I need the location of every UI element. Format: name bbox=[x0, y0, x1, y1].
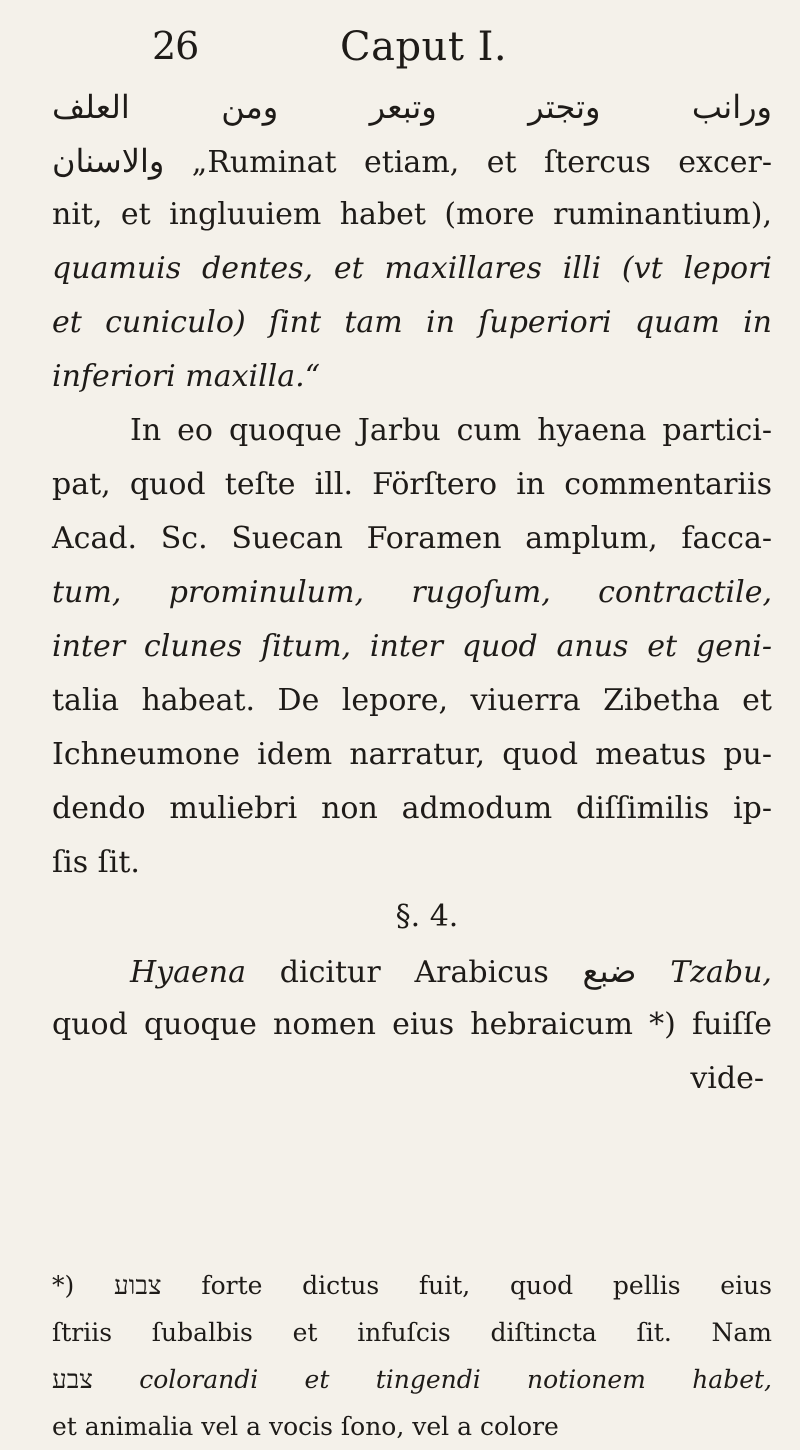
text-line-6: inferiori maxilla.“ bbox=[52, 359, 321, 394]
text-segment: dicitur Arabicus bbox=[279, 955, 549, 990]
text-line-8: pat, quod teſte ill. Förſtero in commentariis bbox=[52, 467, 772, 502]
hebrew-word: צבוע bbox=[114, 1271, 162, 1301]
text-line-9: Acad. Sc. Suecan Foramen amplum, facca- bbox=[52, 521, 772, 556]
running-title: Caput I. bbox=[340, 24, 508, 70]
text-line-5: et cuniculo) ſint tam in ſuperiori quam in bbox=[52, 305, 772, 340]
text-line-2 bbox=[52, 134, 772, 188]
hebrew-word: צבע bbox=[52, 1365, 93, 1395]
footnote-line-4: et animalia vel a vocis ſono, vel a colore bbox=[52, 1412, 559, 1441]
text-segment: „Ruminat etiam, et ſtercus excer- bbox=[191, 145, 772, 180]
main-text bbox=[52, 80, 772, 1106]
text-line-13: Ichneumone idem narratur, quod meatus pu- bbox=[52, 737, 772, 772]
text-segment: colorandi et tingendi notionem habet, bbox=[139, 1365, 772, 1394]
term-tzabu: Tzabu, bbox=[670, 955, 772, 990]
text-segment: forte dictus fuit, quod pellis eius bbox=[201, 1271, 773, 1300]
catchword: vide- bbox=[690, 1061, 764, 1096]
footnote-line-1 bbox=[52, 1262, 772, 1309]
text-line-14: dendo muliebri non admodum diſſimilis ip- bbox=[52, 791, 772, 826]
text-line-15: ſis ſit. bbox=[52, 845, 140, 880]
arabic-quote: ورانب وتجتر وتبعر ومن العلف bbox=[52, 88, 772, 126]
footnote-marker: *) bbox=[52, 1271, 75, 1300]
page-header bbox=[0, 18, 800, 78]
text-line-7: In eo quoque Jarbu cum hyaena partici- bbox=[130, 413, 772, 448]
text-line-11: inter clunes ſitum, inter quod anus et geni- bbox=[52, 629, 772, 664]
text-line-16 bbox=[52, 944, 772, 998]
footnotes bbox=[52, 1262, 772, 1450]
text-line-17: quod quoque nomen eius hebraicum *) fuiſſe bbox=[52, 1007, 772, 1042]
text-line-3: nit, et ingluuiem habet (more ruminantium), bbox=[52, 197, 772, 232]
text-line-4: quamuis dentes, et maxillares illi (vt lepori bbox=[52, 251, 772, 286]
section-heading: §. 4. bbox=[395, 899, 459, 934]
term-hyaena: Hyaena bbox=[130, 955, 246, 990]
text-line-1 bbox=[52, 80, 772, 134]
footnote-line-3 bbox=[52, 1356, 772, 1403]
arabic-quote-end: والاسنان bbox=[52, 142, 165, 180]
text-line-10: tum, prominulum, rugoſum, contractile, bbox=[52, 575, 772, 610]
page-number: 26 bbox=[152, 24, 199, 68]
footnote-line-2: ſtriis ſubalbis et infuſcis diſtincta ſit. Nam bbox=[52, 1318, 772, 1347]
arabic-word: ضبع bbox=[582, 952, 637, 990]
text-line-12: talia habeat. De lepore, viuerra Zibetha et bbox=[52, 683, 772, 718]
